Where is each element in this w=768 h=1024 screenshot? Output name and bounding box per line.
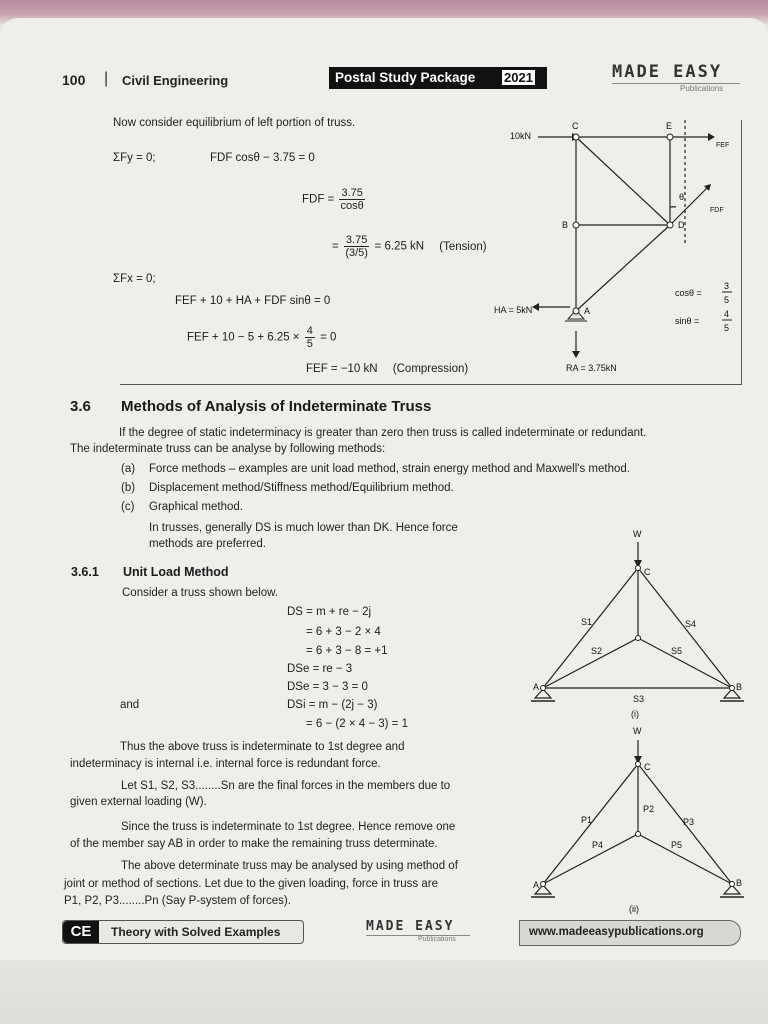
- forces-para-a: Let S1, S2, S3........Sn are the final forces in the members due to: [121, 780, 451, 792]
- label-a: A: [533, 682, 540, 692]
- footer-url-box: [519, 920, 741, 946]
- member-s5: [638, 638, 732, 688]
- node-b-dot: [573, 222, 579, 228]
- label-ha: HA = 5kN: [494, 305, 533, 315]
- forces-para-b: given external loading (W).: [70, 796, 207, 808]
- label-10kn: 10kN: [510, 131, 532, 141]
- package-year: 2021: [501, 69, 536, 86]
- label-fdf: FDF: [710, 207, 724, 214]
- fdf-denominator: cosθ: [340, 200, 364, 212]
- caption-i: (i): [631, 709, 639, 719]
- label-b: B: [736, 682, 743, 692]
- fdf-lhs: FDF =: [302, 193, 335, 206]
- fef-compression-note: (Compression): [392, 363, 469, 375]
- dsi-eq-2: = 6 − (2 × 4 − 3) = 1: [306, 718, 408, 730]
- fef-arrowhead: [708, 133, 715, 141]
- fdf-value-numerator: 3.75: [345, 234, 368, 246]
- sum-fy-label: ΣFy = 0;: [113, 152, 156, 164]
- equation-fef-result: [306, 363, 468, 375]
- footer-brand-subtitle: Publications: [418, 936, 456, 943]
- label-fef: FEF: [716, 142, 730, 149]
- cos-denominator: 5: [724, 295, 730, 305]
- node-c-dot: [636, 566, 641, 571]
- ds-eq-1: DS = m + re − 2j: [287, 606, 372, 618]
- truss-figure-ii: [525, 722, 755, 922]
- fef-sub-post: = 0: [320, 331, 337, 344]
- method-text: Displacement method/Stiffness method/Equilibrium method.: [149, 482, 454, 494]
- method-tag: (b): [121, 482, 136, 494]
- fdf-value-denominator: (3/5): [345, 247, 368, 259]
- method-text: Graphical method.: [149, 501, 243, 513]
- label-p1: P1: [581, 815, 593, 825]
- fdf-numerator: 3.75: [341, 187, 363, 199]
- page-bottom-margin: [0, 960, 768, 1024]
- ra-arrowhead: [572, 351, 580, 358]
- member-s1: [543, 568, 638, 688]
- label-b: B: [736, 878, 743, 888]
- dse-eq-2: DSe = 3 − 3 = 0: [287, 681, 368, 693]
- remove-para-a: Since the truss is indeterminate to 1st degree. Hence remove one: [121, 821, 456, 833]
- equation-fx: FEF + 10 + HA + FDF sinθ = 0: [175, 295, 331, 307]
- label-s3: S3: [633, 694, 645, 704]
- label-ra: RA = 3.75kN: [566, 363, 617, 373]
- fdf-fraction: [339, 187, 364, 212]
- equilibrium-intro: Now consider equilibrium of left portion of truss.: [113, 117, 356, 129]
- ds-eq-3: = 6 + 3 − 8 = +1: [306, 645, 388, 657]
- label-node-e: E: [666, 121, 673, 131]
- equation-fdf-value: [332, 234, 487, 259]
- section-para-2: The indeterminate truss can be analyse by following methods:: [70, 443, 386, 455]
- indeterminacy-para-b: indeterminacy is internal i.e. internal force is redundant force.: [70, 758, 381, 770]
- node-a-dot: [541, 686, 546, 691]
- analysis-para-a: The above determinate truss may be analysed by using method of: [121, 860, 458, 872]
- label-p3: P3: [683, 817, 695, 827]
- label-c: C: [644, 567, 651, 577]
- footer-series: Theory with Solved Examples: [111, 925, 281, 939]
- fdf-tension-note: (Tension): [439, 240, 487, 253]
- node-mid-dot: [636, 832, 641, 837]
- fef-sub-denominator: 5: [306, 338, 313, 350]
- member-p5: [638, 834, 732, 884]
- member-cd: [576, 137, 670, 225]
- package-label: Postal Study Package: [335, 70, 476, 85]
- fdf-value-result: = 6.25 kN: [374, 240, 425, 253]
- equation-fy: FDF cosθ − 3.75 = 0: [210, 152, 315, 164]
- page-number: 100: [62, 72, 86, 88]
- figure-frame-rule: [741, 120, 742, 384]
- label-p2: P2: [643, 804, 655, 814]
- remove-para-b: of the member say AB in order to make the remaining truss determinate.: [70, 838, 438, 850]
- fdf-value-fraction: [344, 234, 369, 259]
- and-label: and: [120, 699, 140, 711]
- label-theta: θ: [679, 192, 685, 202]
- note-line-1: In trusses, generally DS is much lower than DK. Hence force: [149, 522, 458, 534]
- node-mid-dot: [636, 636, 641, 641]
- node-b-dot: [730, 882, 735, 887]
- node-c-dot: [573, 134, 579, 140]
- label-s5: S5: [671, 646, 683, 656]
- section-number: 3.6: [70, 398, 91, 415]
- truss-figure-i: [525, 528, 755, 728]
- fdf-value-eq: =: [332, 240, 339, 253]
- member-ad: [576, 225, 670, 311]
- label-w: W: [633, 529, 642, 539]
- footer-series-box: [62, 920, 304, 944]
- node-a-dot: [573, 308, 579, 314]
- caption-ii: (ii): [629, 904, 639, 914]
- ha-arrowhead: [532, 303, 539, 311]
- sin-denominator: 5: [724, 323, 730, 333]
- member-p4: [543, 834, 638, 884]
- label-p5: P5: [671, 840, 683, 850]
- cos-numerator: 3: [724, 281, 730, 291]
- fdf-arrow: [670, 187, 708, 225]
- truss-section-figure: [480, 115, 740, 385]
- header-subject: Civil Engineering: [122, 73, 229, 88]
- package-badge: [329, 67, 547, 89]
- equation-fdf: [302, 187, 367, 212]
- ds-eq-2: = 6 + 3 − 2 × 4: [306, 626, 381, 638]
- label-node-b: B: [562, 220, 569, 230]
- label-p4: P4: [592, 840, 604, 850]
- method-text: Force methods – examples are unit load method, strain energy method and Maxwell's method.: [149, 463, 630, 475]
- node-a-dot: [541, 882, 546, 887]
- fef-sub-pre: FEF + 10 − 5 + 6.25 ×: [187, 331, 300, 344]
- subsection-title: Unit Load Method: [123, 565, 229, 579]
- method-tag: (a): [121, 463, 136, 475]
- dsi-eq-1: DSi = m − (2j − 3): [287, 699, 378, 711]
- method-item-c: [121, 501, 243, 513]
- label-node-d: D: [678, 220, 685, 230]
- footer-brand: MADE EASY: [366, 919, 455, 934]
- node-d-dot: [667, 222, 673, 228]
- indeterminacy-para-a: Thus the above truss is indeterminate to 1st degree and: [120, 741, 405, 753]
- subsection-number: 3.6.1: [71, 565, 99, 579]
- label-c: C: [644, 762, 651, 772]
- analysis-para-b: joint or method of sections. Let due to the given loading, force in truss are: [64, 878, 438, 890]
- brand-subtitle: Publications: [680, 84, 724, 93]
- label-s1: S1: [581, 617, 593, 627]
- label-a: A: [533, 880, 540, 890]
- label-w: W: [633, 726, 642, 736]
- label-cos: cosθ =: [675, 288, 702, 298]
- method-item-b: [121, 482, 454, 494]
- node-b-dot: [730, 686, 735, 691]
- method-tag: (c): [121, 501, 135, 513]
- label-s2: S2: [591, 646, 603, 656]
- sum-fx-label: ΣFx = 0;: [113, 273, 156, 285]
- fef-result: FEF = −10 kN: [306, 363, 378, 375]
- label-node-c: C: [572, 121, 579, 131]
- footer-url[interactable]: www.madeeasypublications.org: [529, 926, 704, 938]
- fef-sub-numerator: 4: [306, 325, 313, 337]
- footer-badge: CE: [63, 921, 99, 943]
- analysis-para-c: P1, P2, P3........Pn (Say P-system of forces).: [64, 895, 291, 907]
- method-item-a: [121, 463, 630, 475]
- label-node-a: A: [584, 306, 591, 316]
- note-line-2: methods are preferred.: [149, 538, 266, 550]
- node-e-dot: [667, 134, 673, 140]
- header-divider: |: [104, 70, 109, 87]
- sin-numerator: 4: [724, 309, 730, 319]
- label-s4: S4: [685, 619, 697, 629]
- node-c-dot: [636, 762, 641, 767]
- equation-fef-sub: [187, 325, 336, 350]
- label-sin: sinθ =: [675, 316, 700, 326]
- fef-sub-fraction: [305, 325, 315, 350]
- section-title: Methods of Analysis of Indeterminate Truss: [121, 398, 432, 415]
- section-para-1: If the degree of static indeterminacy is greater than zero then truss is called indeterminate or redundant.: [119, 427, 647, 439]
- subsection-intro: Consider a truss shown below.: [122, 587, 278, 599]
- dse-eq-1: DSe = re − 3: [287, 663, 353, 675]
- brand-logo: MADE EASY: [612, 62, 723, 82]
